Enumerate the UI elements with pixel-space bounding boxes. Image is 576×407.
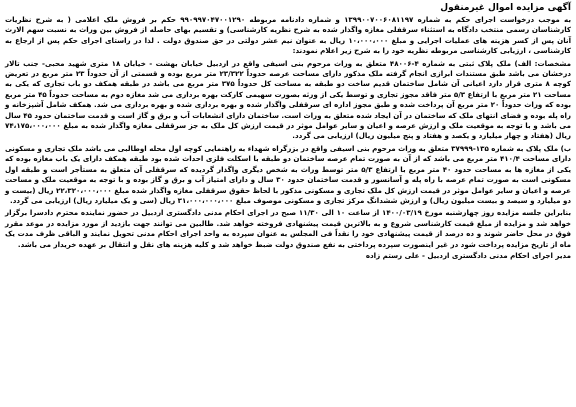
notice-paragraph-b: ب) ملک پلاک به شماره ۱۳۵-۳۷۹۹۹ متعلق به وراث مرحوم بنی اسیفی واقع در بزرگراه شهداء به راهنمایی کوچه اول محله اوطالبی می باشد ملک تجاری و مسکونی دارای مساحت ۴۱۰/۴ متر مربع می باشد که از آن به صورت تمام عرصه ساختمان دو طبقه با اسکلت فلزی احداث شده بود طبقه همکف دارای یک باب مغازه بوده که یکی از مغازه ها به مساحت حدود ۴۰ متر مربع با ارتفاع ۵/۳ متر توسط وراث به شخص دیگری واگذار گردیده که سرقفلی آن متعلق به مستأجر است و طبقه اول مسکونی است به صورت تمام عرصه با راه پله و آسانسور و قدمت ساختمان حدود ۳۰ سال و دارای امتیاز آب و برق و گاز بوده و با توجه به موقعیت ملک و مساحت عرصه و اعیان و سایر عوامل موثر در قیمت ارزش کل ملک تجاری و مسکونی مذکور با لحاظ حقوق سرقفلی مغازه واگذار شده مبلغ ۲۲،۳۲۰،۰۰۰،۰۰۰ ریال (بیست و دو میلیارد و سیصد و بیست میلیون ریال) و ارزش ششدانگ مرکز تجاری و مسکونی موصوف مبلغ ۳۱،۰۰۰،۰۰۰،۰۰۰ ریال (سی و یک میلیارد ریال) ارزیابی می گردد. xyxy=(5,143,572,205)
notice-paragraph-c: بنابراین جلسه مزایده روز چهارشنبه مورخ ۱۴۰۰/۰۳/۱۹ از ساعت ۱۰ الی ۱۱/۳۰ صبح در اجرای احکام مدنی دادگستری اردبیل در حضور نماینده محترم دادسرا برگزار خواهد شد و مزایده از مبلغ قیمت کارشناسی شروع و به بالاترین قیمت پیشنهادی فروخته خواهد شد. طالبین می توانند جهت بازدید از مورد مزایده در موعد مقرر فوق در محل حاضر شوند و ده درصد از قیمت پیشنهادی خود را نقداً فی المجلس به عنوان سپرده به واحد اجرای احکام مدنی تحویل نمایند و الباقی ظرف مدت یک ماه از تاریخ مزایده پرداخت شود در غیر اینصورت سپرده پرداختی به نفع صندوق دولت ضبط خواهد شد و کلیه هزینه های نقل و انتقال بر عهده خریدار می باشد. xyxy=(5,208,571,249)
notice-paragraph-a: مشخصات: الف) ملک پلاک ثبتی به شماره ۴-۴۸۰۰۶ متعلق به وراث مرحوم بنی اسیفی واقع در اردبیل خیابان بهشت - خیابان ۱۸ متری شهید محبی- جنب تالار درخشان می باشد طبق مستندات ابرازی انجام گرفته ملک مذکور دارای مساحت عرصه حدوداً ۲۳/۳۲۲ متر مربع بوده و قسمتی از آن حدوداً ۲۳ متر مربع در تعریض کوچه ۸ متری قرار دارد اعیانی آن شامل ساختمان قدیم ساخت دو طبقه به مساحت کل حدوداً ۳۷۵ متر مربع می باشد در طبقه همکف دو باب تجاری که یکی به مساحت ۲۱ متر مربع با ارتفاع ۵/۳ متر فاقد مجوز تجاری و توسط یکی از ورثه بصورت سهیمی کارکت بهره برداری می شد مغازه دوم به مساحت حدوداً ۴۵ متر مربع بوده که وراث حدوداً ۲۰ متر مربع آن پرداخت شده و طبق مجوز اداره ای سرقفلی واگذار شده و بهره برداری شده و بهره برداری می شد. همکف شامل آشپزخانه و راه پله بوده و فضای انتهای ملک که ساختمان در آن ایجاد شده متعلق به وراث است. ساختمان دارای انشعابات آب و برق و گاز است و قدمت ساختمان حدود ۴۵ سال می باشد و با توجه به موقعیت ملک و ارزش عرصه و اعیان و سایر عوامل موثر در قیمت ارزش کل ملک به جز سرقفلی مغازه واگذار شده به مبلغ ۷۴،۱۷۵،۰۰۰،۰۰۰ ریال (هفتاد و چهار میلیارد و یکصد و هفتاد و پنج میلیون ریال) ارزیابی می گردد. xyxy=(5,58,572,141)
notice-title: آگهی مزایده اموال غیرمنقول xyxy=(440,3,571,13)
notice-intro: به موجب درخواست اجرای حکم به شماره ۱۳۹۹۰۰۷۰۰۶۰۸۱۱۹۷ و شماره دادنامه مربوطه ۹۹۰۹۹۷۰۴۷۰۰۱۲۹۰ حکم بر فروش ملک اعلامی ( به شرح نظریات کارشناسان رسمی منتخب دادگاه به استثناء سرقفلی مغازه واگذار شده به شرح نظریه کارشناسی) و تقسیم بهای حاصله از فروش بین وراث به نسبت سهم الارث آنان پس از کسر هزینه های عملیات اجرایی و مبلغ ۱۰،۰۰۰،۰۰۰ ریال به عنوان نیم عشر دولتی در حق صندوق دولت . لذا در راستای اجرای حکم پس از ارجاع به کارشناسی ، ارزیابی کارشناسی مربوطه نظریه خود را به شرح زیر اعلام نمودند: xyxy=(5,15,571,56)
notice-signature: مدیر اجرای احکام مدنی دادگستری اردبیل - علی رستم زاده xyxy=(365,250,571,260)
